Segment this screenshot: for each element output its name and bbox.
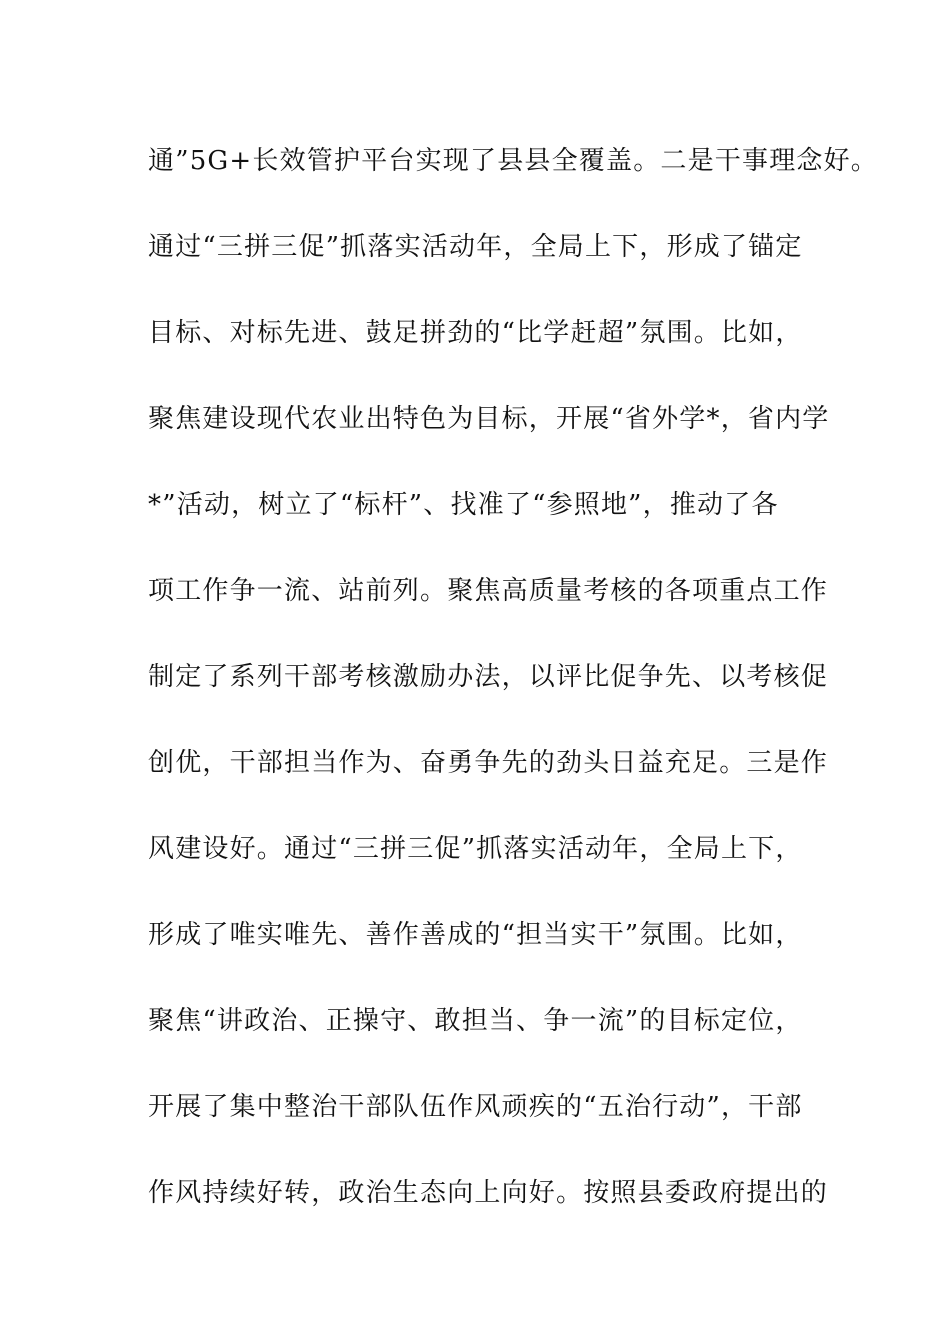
text-line: 开展了集中整治干部队伍作风顽疾的“五治行动”，干部 — [148, 1092, 803, 1122]
text-line: 聚焦建设现代农业出特色为目标，开展“省外学*，省内学 — [148, 404, 830, 434]
text-line: 聚焦“讲政治、正操守、敢担当、争一流”的目标定位， — [148, 1006, 803, 1036]
body-text — [148, 136, 878, 1254]
text-line: 制定了系列干部考核激励办法，以评比促争先、以考核促 — [148, 662, 829, 692]
text-line: *”活动，树立了“标杆”、找准了“参照地”，推动了各 — [148, 490, 779, 520]
text-line: 通”5G+长效管护平台实现了县县全覆盖。二是干事理念好。 — [148, 146, 878, 176]
text-line: 作风持续好转，政治生态向上向好。按照县委政府提出的 — [148, 1178, 829, 1208]
text-line: 创优，干部担当作为、奋勇争先的劲头日益充足。三是作 — [148, 748, 829, 778]
text-line: 通过“三拼三促”抓落实活动年，全局上下，形成了锚定 — [148, 232, 803, 262]
text-line: 形成了唯实唯先、善作善成的“担当实干”氛围。比如， — [148, 920, 803, 950]
text-line: 目标、对标先进、鼓足拼劲的“比学赶超”氛围。比如， — [148, 318, 803, 348]
text-line: 风建设好。通过“三拼三促”抓落实活动年，全局上下， — [148, 834, 803, 864]
text-line: 项工作争一流、站前列。聚焦高质量考核的各项重点工作 — [148, 576, 829, 606]
